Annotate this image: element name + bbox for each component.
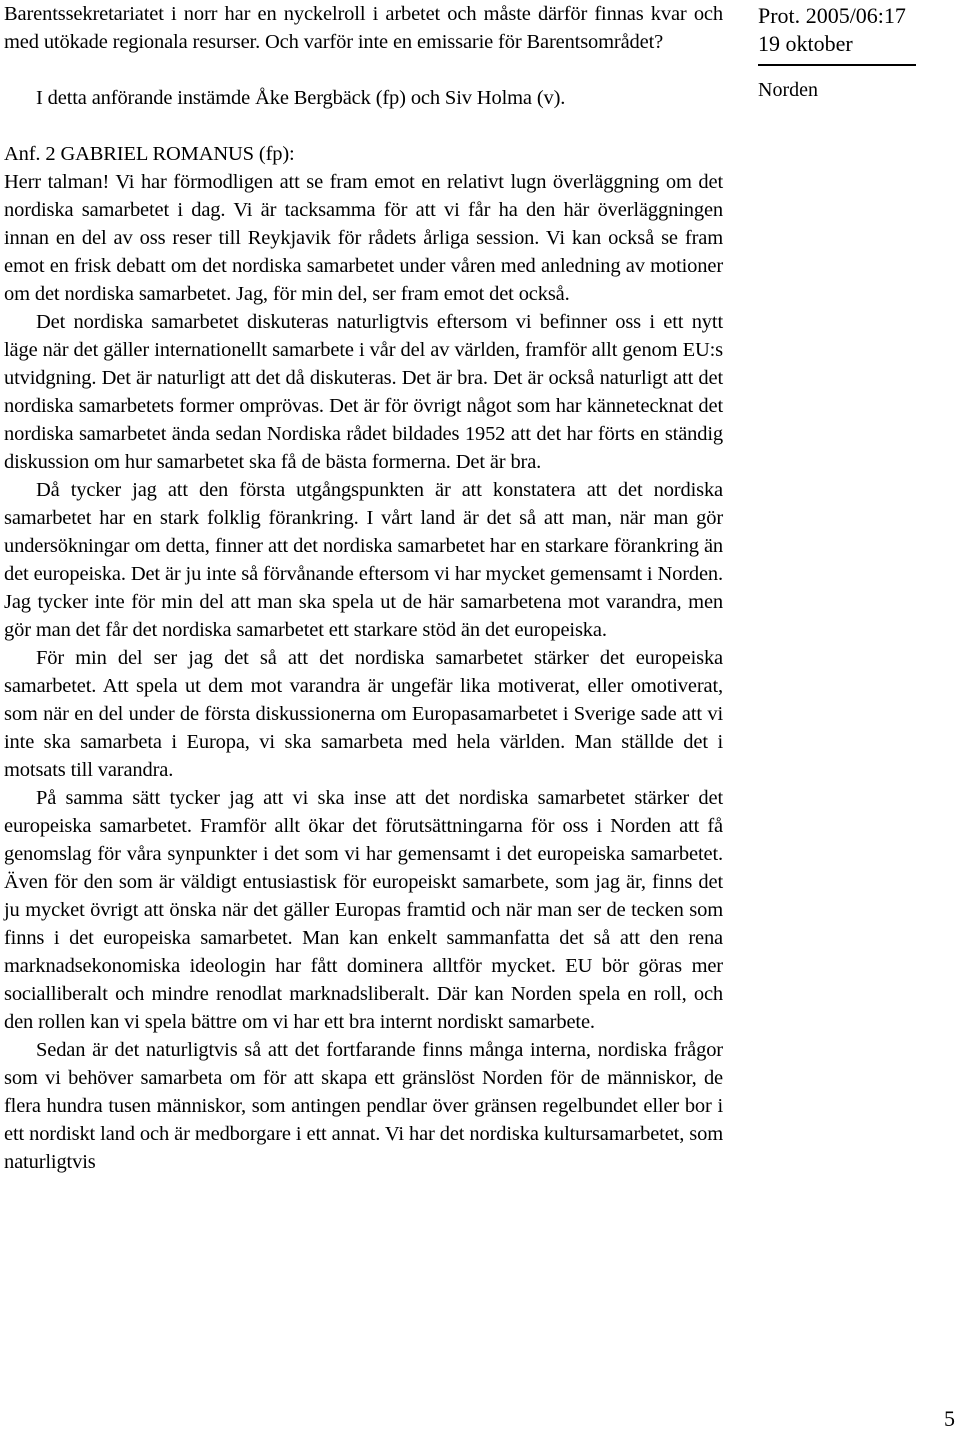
speaker-heading: Anf. 2 GABRIEL ROMANUS (fp):	[4, 143, 295, 165]
paragraph-1: Barentssekretariatet i norr har en nyckelroll i arbetet och måste därför finnas kvar och med utökade regionala resurser. Och varför inte en emissarie för Barentsområdet?	[4, 3, 723, 53]
paragraph-4: Det nordiska samarbetet diskuteras naturligtvis eftersom vi befinner oss i ett nytt läge när det gäller internationellt samarbete i vår del av världen, framför allt genom EU:s utvidgning. Det är naturligt att det då diskuteras. Det är bra. Det är också naturligt att det nordiska samarbetets former omprövas. Det är för övrigt något som har kännetecknat det nordiska samarbetet ända sedan Nordiska rådet bildades 1952 att det har förts en ständig diskussion om hur samarbetet ska få de bästa formerna. Det är bra.	[4, 311, 723, 473]
margin-header	[758, 2, 958, 102]
paragraph-2: I detta anförande instämde Åke Bergbäck (fp) och Siv Holma (v).	[36, 87, 566, 109]
paragraph-3: Herr talman! Vi har förmodligen att se fram emot en relativt lugn överläggning om det nordiska samarbetet i dag. Vi är tacksamma för att vi får ha den här överläggningen innan en del av oss reser till Reykjavik för rådets årliga session. Vi kan också se fram emot en frisk debatt om det nordiska samarbetet under våren med anledning av motioner om det nordiska samarbetet. Jag, för min del, ser fram emot det också.	[4, 171, 723, 305]
topic-label: Norden	[758, 79, 818, 101]
session-date: 19 oktober	[758, 31, 853, 56]
paragraph-5: Då tycker jag att den första utgångspunkten är att konstatera att det nordiska samarbetet har en stark folklig förankring. I vårt land är det så att man, när man gör undersökningar om detta, finner att det nordiska samarbetet har en starkare förankring än det europeiska. Det är ju inte så förvånande eftersom vi har mycket gemensamt i Norden. Jag tycker inte för min del att man ska spela ut de här samarbetena mot varandra, men gör man det får det nordiska samarbetet ett starkare stöd än det europeiska.	[4, 479, 723, 641]
paragraph-8: Sedan är det naturligtvis så att det fortfarande finns många interna, nordiska frågor som vi behöver samarbeta om för att skapa ett gränslöst Norden för de människor, de flera hundra tusen människor, som antingen pendlar över gränsen regelbundet eller bor i ett nordiskt land och är medborgare i ett annat. Vi har det nordiska kultursamarbetet, som naturligtvis	[4, 1039, 723, 1173]
paragraph-7: På samma sätt tycker jag att vi ska inse att det nordiska samarbetet stärker det europeiska samarbetet. Framför allt ökar det förutsättningarna för oss i Norden att få genomslag för våra synpunkter i det som vi har gemensamt i det europeiska samarbetet. Även för den som är väldigt entusiastisk för europeiskt samarbete, som jag är, finns det ju mycket övrigt att önska när det gäller Europas framtid och när man ser de tecken som finns i det europeiska samarbetet. Man kan enkelt sammanfatta det så att den rena marknadsekonomiska ideologin har fått dominera alltför mycket. EU bör göras mer socialliberalt och mindre renodlat marknadsliberalt. Där kan Norden spela en roll, och den rollen kan vi spela bättre om vi har ett bra internt nordiskt samarbete.	[4, 787, 723, 1033]
protocol-number	[758, 2, 958, 30]
body-text	[4, 0, 723, 1176]
page-number: 5	[944, 1406, 955, 1431]
paragraph-6: För min del ser jag det så att det nordiska samarbetet stärker det europeiska samarbetet. Att spela ut dem mot varandra är ungefär lika motiverat, eller omotiverat, som när en del under de första diskussionerna om Europasamarbetet i Sverige sade att vi inte ska samarbeta i Europa, vi ska samarbeta med hela världen. Man ställde det i motsats till varandra.	[4, 647, 723, 781]
protocol-label: Prot.	[758, 3, 801, 28]
protocol-id: 2005/06:17	[805, 3, 906, 28]
header-rule	[758, 64, 916, 66]
